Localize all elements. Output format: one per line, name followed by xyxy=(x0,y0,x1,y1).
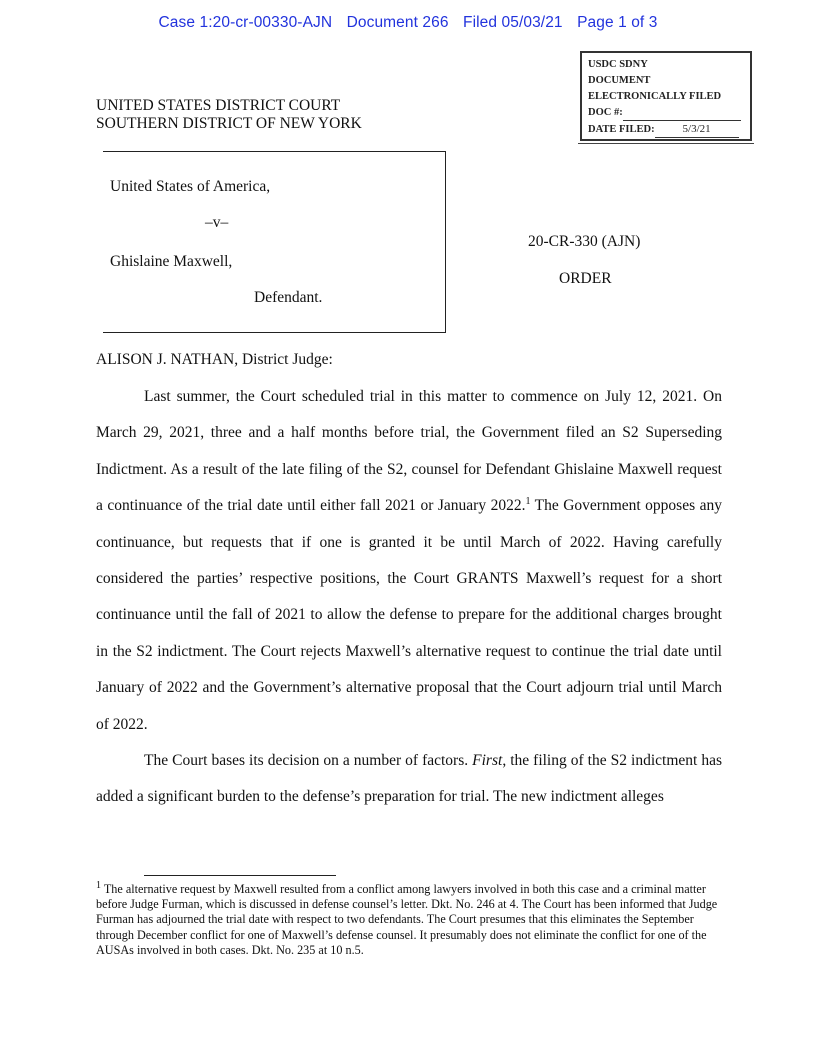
stamp-line-date-filed xyxy=(588,121,750,138)
case-number: 20-CR-330 (AJN) xyxy=(528,233,641,250)
document-type: ORDER xyxy=(559,270,612,287)
page-number-header: Page 1 of 3 xyxy=(577,14,658,31)
stamp-line-document: DOCUMENT xyxy=(588,75,651,86)
stamp-line-court: USDC SDNY xyxy=(588,59,648,70)
caption-versus: –v– xyxy=(205,214,229,231)
footnote-text: The alternative request by Maxwell resulted from a conflict among lawyers involved in both this case and a criminal matter before Judge Furman, which is discussed in defense counsel’s letter. Dkt. No. 246 at 4. The Court has been informed that Judge Furman has adjourned the trial date with respect to two defendants. The Court presumes that this eliminates the September through December conflict for one of Maxwell’s defense counsel. It presumably does not eliminate the conflict for one of the AUSAs involved in both cases. Dkt. No. 235 at 10 n.5. xyxy=(96,882,718,957)
caption-defendant-label: Defendant. xyxy=(254,289,323,306)
footnote-reference: 1 xyxy=(525,496,531,508)
stamp-line-doc-number xyxy=(588,105,750,121)
court-line-2: SOUTHERN DISTRICT OF NEW YORK xyxy=(96,115,362,132)
footnote-separator xyxy=(144,875,336,876)
judge-name: ALISON J. NATHAN, District Judge: xyxy=(96,351,333,368)
document-number-header: Document 266 xyxy=(346,14,449,31)
stamp-date-value: 5/3/21 xyxy=(655,121,739,138)
filed-date-header: Filed 05/03/21 xyxy=(463,14,563,31)
footnote-1 xyxy=(96,879,720,958)
filing-stamp xyxy=(580,51,752,141)
stamp-doc-blank xyxy=(623,107,741,121)
paragraph-1: Last summer, the Court scheduled trial in this matter to commence on July 12, 2021. On March 29, 2021, three and a half months before trial, the Government filed an S2 Superseding Indictment. As a result of the late filing of the S2, counsel for Defendant Ghislaine Maxwell request a continuance of the trial date until either fall 2021 or January 2022.$^1$ The Government opposes any continuance, but requests that if one is granted it be until March of 2022. Having carefully considered the parties’ respective positions, the Court GRANTS Maxwell’s request for a short continuance until the fall of 2021 to allow the defense to prepare for the additional charges brought in the S2 indictment. The Court rejects Maxwell’s alternative request to continue the trial date until January of 2022 and the Government’s alternative proposal that the Court adjourn trial until March of 2022. xyxy=(96,388,722,733)
stamp-doc-label: DOC #: xyxy=(588,107,623,118)
caption-defendant-name: Ghislaine Maxwell, xyxy=(110,253,233,270)
caption-plaintiff: United States of America, xyxy=(110,178,271,195)
paragraph-2: The Court bases its decision on a number of factors. First, the filing of the S2 indictment has added a significant burden to the defense’s preparation for trial. The new indictment alleges xyxy=(96,752,722,806)
emphasis-first: First xyxy=(472,752,503,770)
court-name xyxy=(96,97,362,133)
order-body xyxy=(96,379,722,816)
stamp-line-electronic: ELECTRONICALLY FILED xyxy=(588,91,722,102)
case-number-header: Case 1:20-cr-00330-AJN xyxy=(158,14,333,31)
court-line-1: UNITED STATES DISTRICT COURT xyxy=(96,97,341,114)
ecf-header xyxy=(0,14,816,32)
footnote-mark: 1 xyxy=(96,879,101,891)
stamp-date-label: DATE FILED: xyxy=(588,124,655,135)
